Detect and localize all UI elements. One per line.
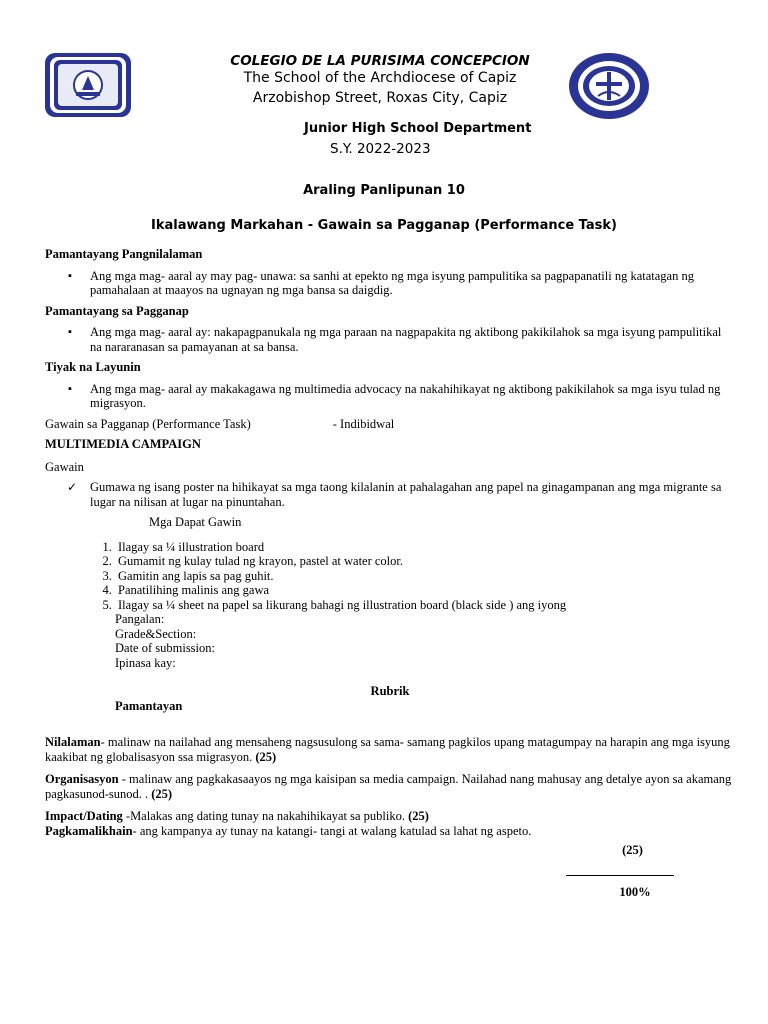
criterion-pagkamalikhain [45,824,735,839]
field-label: Date of submission: [115,641,215,655]
criterion-desc: - malinaw ang pagkakasaayos ng mga kaisipan sa media campaign. Nailahad nang mahusay ang detalye ayon sa akamang pagkasunod-sunod. . [45,772,732,801]
submission-fields [115,612,735,670]
school-year: S.Y. 2022-2023 [330,141,431,157]
step-item: 3. Gamitin ang lapis sa pag guhit. [115,569,735,584]
list-item: ▪ Ang mga mag- aaral ay makakagawa ng multimedia advocacy na nakahihikayat ng aktibong pakikilahok sa mga isyu tulad ng migrasyon. [90,382,735,411]
section-heading: Pamantayang Pangnilalaman [45,247,203,261]
school-tagline: The School of the Archdiocese of Capiz [243,70,517,86]
field-label: Pangalan: [115,612,165,626]
total-divider [566,875,674,876]
mga-dapat-gawin: Mga Dapat Gawin [149,515,242,529]
criterion-desc: - malinaw na nailahad ang mensaheng nagsusulong sa sama- samang pagkilos upang matagumpay na harapin ang mga isyung kaakibat ng globalisasyon ssa migrasyon. [45,735,730,764]
criterion-impact [45,809,735,824]
criterion-name: Organisasyon [45,772,119,786]
criterion-name: Impact/Dating [45,809,123,823]
bullet-list [45,269,735,298]
section-heading: Pamantayang sa Pagganap [45,303,189,318]
criterion-name: Pagkamalikhain [45,823,133,838]
criterion-desc: - ang kampanya ay tunay na katangi- tangi at walang katulad sa lahat ng aspeto. [132,823,532,838]
steps-list [45,540,735,613]
criterion-score: (25) [255,749,277,764]
bullet-list [45,325,735,354]
field-label: Grade&Section: [115,626,197,641]
task-type-line [45,417,735,432]
campaign-title: MULTIMEDIA CAMPAIGN [45,437,201,451]
check-list [45,480,735,509]
subject-title: Araling Panlipunan 10 [303,183,465,198]
step-item: 4. Panatilihing malinis ang gawa [115,583,735,598]
last-score: (25) [622,843,643,857]
gawain-label: Gawain [45,459,84,474]
total-score: 100% [619,885,651,899]
score-total-block [560,843,680,900]
list-item: ▪ Ang mga mag- aaral ay: nakapagpanukala ng mga paraan na nagpapakita ng aktibong pakikilahok sa mga isyung pampulitikal na nararanasan sa pamayanan at sa bansa. [90,325,735,354]
task-title: Ikalawang Markahan - Gawain sa Pagganap (Performance Task) [151,218,617,233]
pamantayan-label: Pamantayan [115,698,183,713]
step-item: 1. Ilagay sa ¼ illustration board [115,540,735,555]
criterion-organisasyon [45,772,735,801]
department-name: Junior High School Department [304,121,532,136]
section-heading: Tiyak na Layunin [45,360,141,374]
criterion-name: Nilalaman [45,735,101,749]
criterion-nilalaman [45,735,735,764]
field-label: Ipinasa kay: [115,655,176,670]
step-item: 2. Gumamit ng kulay tulad ng krayon, pastel at water color. [115,554,735,569]
rubrik-title: Rubrik [370,684,410,698]
document-body [45,247,735,838]
school-address: Arzobishop Street, Roxas City, Capiz [252,90,508,106]
school-name: COLEGIO DE LA PURISIMA CONCEPCION [230,53,530,69]
list-item: ▪ Ang mga mag- aaral ay may pag- unawa: sa sanhi at epekto ng mga isyung pampulitika sa pagpapanatili ng katatagan ng pamahalaan at maayos na ugnayan ng mga bansa sa daigdig. [90,269,735,298]
step-item: 5. Ilagay sa ¼ sheet na papel sa likurang bahagi ng illustration board (black side ) ang iyong [115,598,735,613]
task-type-value: - Indibidwal [332,416,395,431]
criterion-score: (25) [408,809,429,823]
bullet-list [45,382,735,411]
school-seal-logo-left [44,52,132,118]
task-type-label: Gawain sa Pagganap (Performance Task) [45,416,251,431]
list-item: ✓ Gumawa ng isang poster na hihikayat sa mga taong kilalanin at pahalagahan ang papel na ginagampanan ang mga migrante sa lugar na nilisan at lugar na pinuntahan. [90,480,735,509]
criterion-desc: -Malakas ang dating tunay na nakahihikayat sa publiko. [122,809,405,823]
criterion-score: (25) [151,786,173,801]
